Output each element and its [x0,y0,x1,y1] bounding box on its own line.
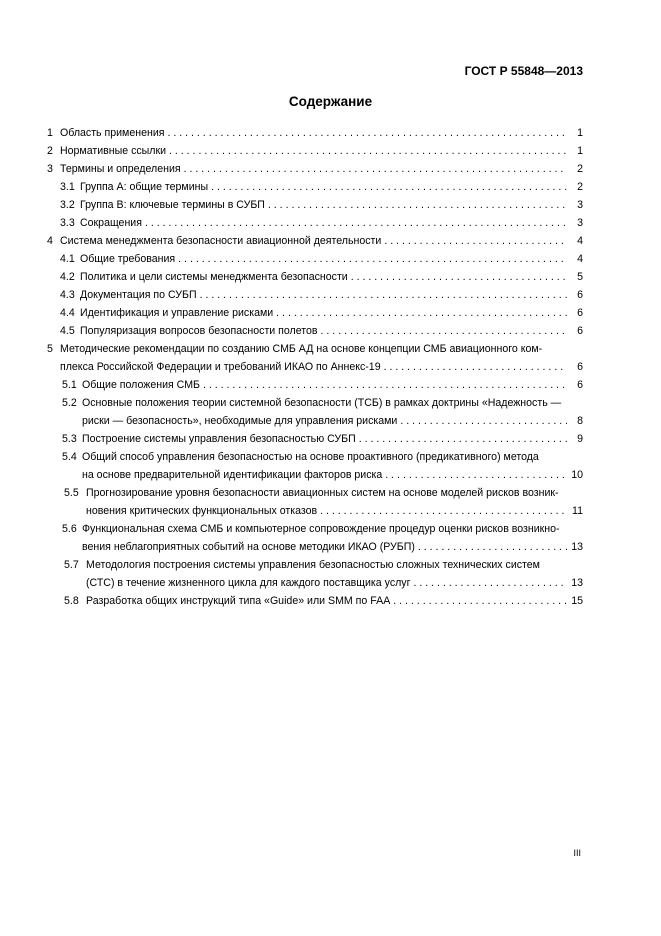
toc-title: Группа А: общие термины [80,181,209,193]
toc-title-line1: Методические рекомендации по созданию СМБ АД на основе концепции СМБ авиационного ком- [60,343,543,355]
toc-entry [47,484,583,520]
document-code: ГОСТ Р 55848—2013 [464,64,583,78]
toc-entry [47,304,583,322]
toc-entry [47,214,583,232]
toc-title: Идентификация и управление рисками [80,307,274,319]
toc-title-line1: Прогнозирование уровня безопасности авиационных систем на основе моделей рисков возник- [86,487,559,499]
toc-title-line1: Методология построения системы управления безопасностью сложных технических систем [86,559,540,571]
toc-leader [181,160,567,178]
toc-page: 1 [577,127,583,139]
toc-number: 5 [47,343,53,355]
toc-title: Построение системы управления безопасностью СУБП [82,433,356,445]
toc-leader [397,412,567,430]
toc-title: Область применения [60,127,165,139]
toc-number: 3 [47,163,53,175]
toc-leader [410,574,567,592]
toc-title: на основе предварительной идентификации факторов риска [82,469,383,481]
toc-number: 5.5 [64,487,79,499]
toc-page: 6 [577,379,583,391]
toc-leader [197,286,567,304]
toc-page: 6 [577,289,583,301]
toc-number: 5.6 [62,523,77,535]
toc-page: 13 [571,541,583,553]
toc-title: Термины и определения [60,163,181,175]
toc-page: 2 [577,181,583,193]
toc-leader [382,466,567,484]
toc-page: 15 [571,595,583,607]
toc-page: 5 [577,271,583,283]
toc-leader [273,304,567,322]
toc-number: 3.2 [60,199,75,211]
toc-entry [47,448,583,484]
toc-title: Нормативные ссылки [60,145,167,157]
toc-entry [47,520,583,556]
toc-entry [47,232,583,250]
toc-entry [47,160,583,178]
toc-number: 4.2 [60,271,75,283]
toc-entry [47,124,583,142]
toc-title-line1: Основные положения теории системной безопасности (ТСБ) в рамках доктрины «Надежность — [82,397,562,409]
toc-page: 3 [577,199,583,211]
toc-page: 13 [571,577,583,589]
toc-entry [47,556,583,592]
toc-number: 5.1 [62,379,77,391]
toc-number: 3.3 [60,217,75,229]
toc-title: Разработка общих инструкций типа «Guide» или SMM по FAA [86,595,391,607]
toc-number: 4.5 [60,325,75,337]
toc-number: 4.1 [60,253,75,265]
toc-title: Политика и цели системы менеджмента безопасности [80,271,348,283]
toc-leader [175,250,567,268]
toc-entry [47,592,583,610]
toc-leader [415,538,567,556]
toc-entry [47,340,583,376]
toc-number: 3.1 [60,181,75,193]
toc-title: риски — безопасность», необходимые для управления рисками [82,415,398,427]
toc-leader [208,178,567,196]
toc-title: плекса Российской Федерации и требований ИКАО по Аннекс-19 [60,361,381,373]
toc-title: Сокращения [80,217,142,229]
toc-title: Система менеджмента безопасности авиационной деятельности [60,235,382,247]
toc-entry [47,268,583,286]
toc-leader [166,142,567,160]
toc-number: 5.3 [62,433,77,445]
toc-page: 1 [577,145,583,157]
toc-page: 8 [577,415,583,427]
toc-title: вения неблагоприятных событий на основе методики ИКАО (РУБП) [82,541,415,553]
toc-entry [47,376,583,394]
toc-title: Группа В: ключевые термины в СУБП [80,199,265,211]
toc-leader [317,502,567,520]
toc-entry [47,394,583,430]
toc-entry [47,250,583,268]
toc-entry [47,430,583,448]
toc-entry [47,178,583,196]
toc-entry [47,142,583,160]
toc-number: 5.2 [62,397,77,409]
toc-leader [142,214,567,232]
toc-number: 4.3 [60,289,75,301]
toc-number: 5.7 [64,559,79,571]
toc-title: новения критических функциональных отказов [86,505,318,517]
toc-page: 3 [577,217,583,229]
toc-number: 1 [47,127,53,139]
toc-leader [200,376,567,394]
toc-leader [318,322,567,340]
toc-number: 2 [47,145,53,157]
toc-title-line1: Функциональная схема СМБ и компьютерное сопровождение процедур оценки рисков возникно- [82,523,560,535]
toc-number: 5.8 [64,595,79,607]
toc-page: 4 [577,235,583,247]
toc-page: 10 [571,469,583,481]
toc-page: 6 [577,307,583,319]
toc-page: 9 [577,433,583,445]
toc-page: 11 [572,505,583,517]
toc-number: 4.4 [60,307,75,319]
page-number: III [573,848,581,858]
toc-page: 6 [577,361,583,373]
toc-entry [47,196,583,214]
page-title: Содержание [288,94,373,109]
toc-page: 2 [577,163,583,175]
toc-page: 4 [577,253,583,265]
toc-title: Популяризация вопросов безопасности полетов [80,325,318,337]
toc-leader [390,592,567,610]
toc-leader [348,268,567,286]
toc-leader [164,124,567,142]
toc-title: (СТС) в течение жизненного цикла для каждого поставщика услуг [86,577,411,589]
toc-leader [381,232,567,250]
toc-leader [265,196,567,214]
toc-title: Общие положения СМБ [82,379,200,391]
toc-number: 5.4 [62,451,77,463]
toc-leader [381,358,567,376]
toc-page: 6 [577,325,583,337]
toc-number: 4 [47,235,53,247]
toc-title: Общие требования [80,253,176,265]
toc-entry [47,322,583,340]
toc-entry [47,286,583,304]
toc-leader [356,430,567,448]
toc-title-line1: Общий способ управления безопасностью на основе проактивного (предикативного) метода [82,451,539,463]
toc-title: Документация по СУБП [80,289,197,301]
